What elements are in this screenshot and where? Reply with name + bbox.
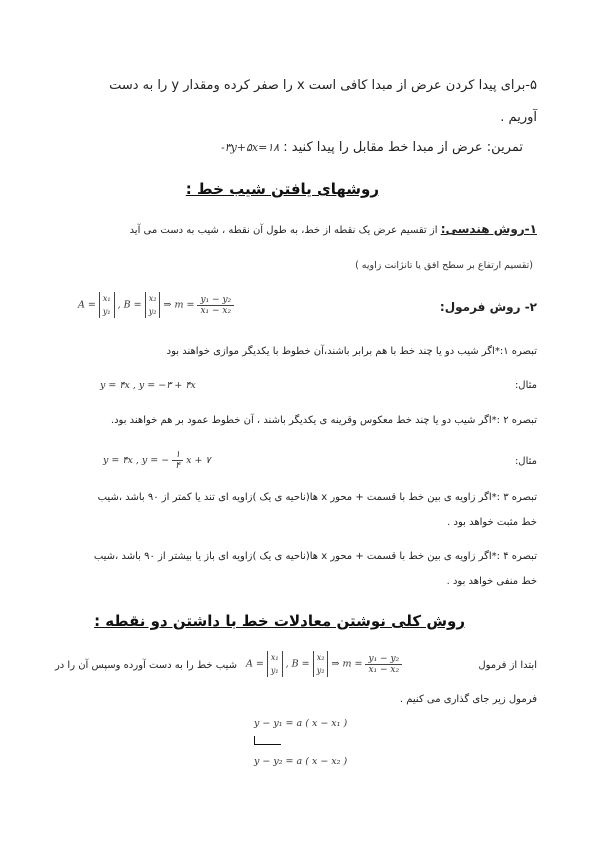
point-a-matrix: x₁ y₁ xyxy=(99,292,115,318)
exercise-line xyxy=(221,140,523,155)
point-slope-equation-2: y − y₂ = a ( x − x₂ ) xyxy=(254,756,348,767)
note-1-example: y = ۴x , y = −۳ + ۴x xyxy=(100,380,196,391)
note-2-example-label: مثال: xyxy=(514,456,537,467)
intercept-line-1: ۵-برای پیدا کردن عرض از مبدا کافی است x را صفر کرده ومقدار y را به دست xyxy=(109,78,537,93)
geometric-method xyxy=(130,222,537,236)
geometric-method-note: (تقسیم ارتفاع بر سطح افق یا تانژانت زاویه ) xyxy=(355,260,533,271)
note-3-line-2: خط مثبت خواهد بود . xyxy=(447,517,537,528)
note-4-line-2: خط منفی خواهد بود . xyxy=(446,576,537,587)
formula-method-label: ۲- روش فرمول: xyxy=(439,300,537,314)
point-b-matrix: x₂ y₂ xyxy=(145,292,161,318)
equation-slope-formula: A = x₁ y₁ , B = x₂ y₂ ⇒ m = $\frac{\text{y₁ − y₂}}{\text{x₁ − x₂}}$ xyxy=(246,651,402,677)
exercise-text: تمرین: عرض از مبدا خط مقابل را پیدا کنید : xyxy=(283,140,523,155)
slope-methods-heading: روشهای یافتن شیب خط : xyxy=(185,180,379,198)
note-2-fraction: $\frac{۱}{۴}$ xyxy=(172,450,183,471)
equation-text-b: شیب خط را به دست آورده وسپس آن را در xyxy=(54,660,237,671)
eq-point-a-matrix: x₁ y₁ xyxy=(267,651,283,677)
eq-slope-fraction: $\frac{\text{y₁ − y₂}}{\text{x₁ − x₂}}$ xyxy=(365,654,402,675)
slope-symbol: m = xyxy=(174,299,195,311)
note-1-example-label: مثال: xyxy=(514,380,537,391)
implies-arrow: ⇒ xyxy=(163,299,172,311)
equation-bracket xyxy=(254,736,281,745)
note-4-line-1: تبصره ۴ :*اگر زاویه ی بین خط با قسمت + محور x ها(ناحیه ی یک )زاویه ای باز یا بیشتر از ۹۰ باشد ،شیب xyxy=(93,551,537,562)
geometric-method-label: ۱-روش هندسی: xyxy=(440,222,537,236)
point-a-label: A = xyxy=(78,299,96,311)
point-slope-equation-1: y − y₁ = a ( x − x₁ ) xyxy=(254,718,348,729)
point-b-label: , B = xyxy=(117,299,142,311)
slope-formula xyxy=(78,292,234,318)
intercept-line-2: آوریم . xyxy=(500,110,537,125)
slope-fraction: $\frac{\text{y₁ − y₂}}{\text{x₁ − x₂}}$ xyxy=(197,295,234,316)
exercise-equation: ۳y+۵x=۱۸- xyxy=(220,141,280,154)
note-2-example: y = ۴x , y = − $\frac{۱}{۴}$ x + ۷ xyxy=(103,450,211,471)
note-3-line-1: تبصره ۳ :*اگر زاویه ی بین خط با قسمت + محور x ها(ناحیه ی یک )زاویه ای تند یا کمتر از ۹۰ باشد ،شیب xyxy=(97,492,537,503)
eq-point-b-matrix: x₂ y₂ xyxy=(313,651,329,677)
note-1-text: تبصره ۱:*اگر شیب دو یا چند خط با هم برابر باشند،آن خطوط با یکدیگر موازی خواهند بود xyxy=(166,346,537,357)
line-equation-heading: روش کلی نوشتن معادلات خط با داشتن دو نقطه : xyxy=(94,612,465,630)
equation-text-c: فرمول زیر جای گذاری می کنیم . xyxy=(399,694,537,705)
geometric-method-text: از تقسیم عرض یک نقطه از خط، به طول آن نقطه ، شیب به دست می آید xyxy=(129,225,438,236)
equation-text-a: ابتدا از فرمول xyxy=(478,660,537,671)
note-2-text: تبصره ۲ :*اگر شیب دو یا چند خط معکوس وقرینه ی یکدیگر باشند ، آن خطوط عمود بر هم خواهند بود. xyxy=(110,415,537,426)
